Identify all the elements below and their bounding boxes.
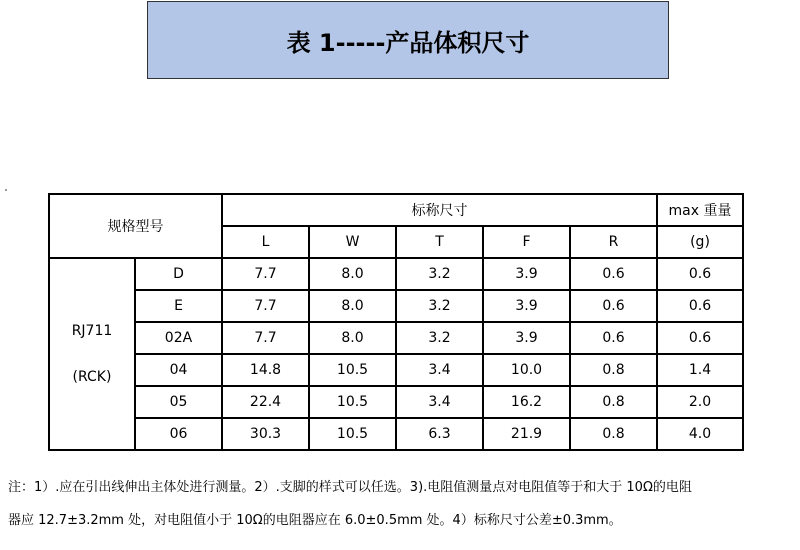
cell-r: 0.6 (570, 258, 657, 290)
cell-weight: 0.6 (657, 322, 743, 354)
dims-header: 标称尺寸 (222, 194, 657, 226)
cell-w: 8.0 (309, 322, 396, 354)
note-line-1: 注：1）.应在引出线伸出主体处进行测量。2）.支脚的样式可以任选。3).电阻值测量点对电阻值等于和大于 10Ω的电阻 (8, 480, 692, 495)
cell-f: 3.9 (483, 258, 570, 290)
cell-r: 0.8 (570, 418, 657, 450)
table-row (49, 418, 743, 450)
cell-weight: 0.6 (657, 258, 743, 290)
cell-weight: 1.4 (657, 354, 743, 386)
cell-t: 6.3 (396, 418, 483, 450)
series-label (49, 258, 135, 450)
stray-dot (5, 189, 7, 191)
dimensions-table (48, 193, 744, 451)
weight-header: max 重量 (657, 194, 743, 226)
cell-f: 3.9 (483, 322, 570, 354)
cell-w: 10.5 (309, 418, 396, 450)
table-row (49, 258, 743, 290)
cell-l: 7.7 (222, 258, 309, 290)
cell-t: 3.4 (396, 354, 483, 386)
cell-f: 3.9 (483, 290, 570, 322)
cell-f: 10.0 (483, 354, 570, 386)
cell-r: 0.8 (570, 386, 657, 418)
table-row (49, 386, 743, 418)
page-title: 表 1-----产品体积尺寸 (147, 1, 669, 79)
row-code: E (135, 290, 222, 322)
col-header-f: F (483, 226, 570, 258)
cell-r: 0.6 (570, 322, 657, 354)
row-code: D (135, 258, 222, 290)
cell-w: 10.5 (309, 354, 396, 386)
cell-l: 14.8 (222, 354, 309, 386)
table-row (49, 290, 743, 322)
series-label-code: (RCK) (72, 369, 112, 385)
row-code: 04 (135, 354, 222, 386)
cell-f: 16.2 (483, 386, 570, 418)
row-code: 06 (135, 418, 222, 450)
cell-weight: 4.0 (657, 418, 743, 450)
col-header-r: R (570, 226, 657, 258)
cell-r: 0.8 (570, 354, 657, 386)
table-row (49, 322, 743, 354)
cell-w: 10.5 (309, 386, 396, 418)
model-header: 规格型号 (49, 194, 222, 258)
series-label-name: RJ711 (71, 323, 113, 339)
col-header-l: L (222, 226, 309, 258)
note-line-2: 器应 12.7±3.2mm 处，对电阻值小于 10Ω的电阻器应在 6.0±0.5mm 处。4）标称尺寸公差±0.3mm。 (8, 513, 622, 528)
cell-r: 0.6 (570, 290, 657, 322)
col-header-t: T (396, 226, 483, 258)
cell-t: 3.4 (396, 386, 483, 418)
cell-l: 7.7 (222, 290, 309, 322)
cell-l: 22.4 (222, 386, 309, 418)
col-header-w: W (309, 226, 396, 258)
row-code: 05 (135, 386, 222, 418)
cell-t: 3.2 (396, 290, 483, 322)
cell-l: 7.7 (222, 322, 309, 354)
cell-t: 3.2 (396, 322, 483, 354)
cell-f: 21.9 (483, 418, 570, 450)
cell-weight: 2.0 (657, 386, 743, 418)
cell-t: 3.2 (396, 258, 483, 290)
cell-weight: 0.6 (657, 290, 743, 322)
table-row (49, 354, 743, 386)
cell-w: 8.0 (309, 258, 396, 290)
cell-l: 30.3 (222, 418, 309, 450)
cell-w: 8.0 (309, 290, 396, 322)
weight-unit: (g) (657, 226, 743, 258)
table-header-row (49, 194, 743, 226)
row-code: 02A (135, 322, 222, 354)
